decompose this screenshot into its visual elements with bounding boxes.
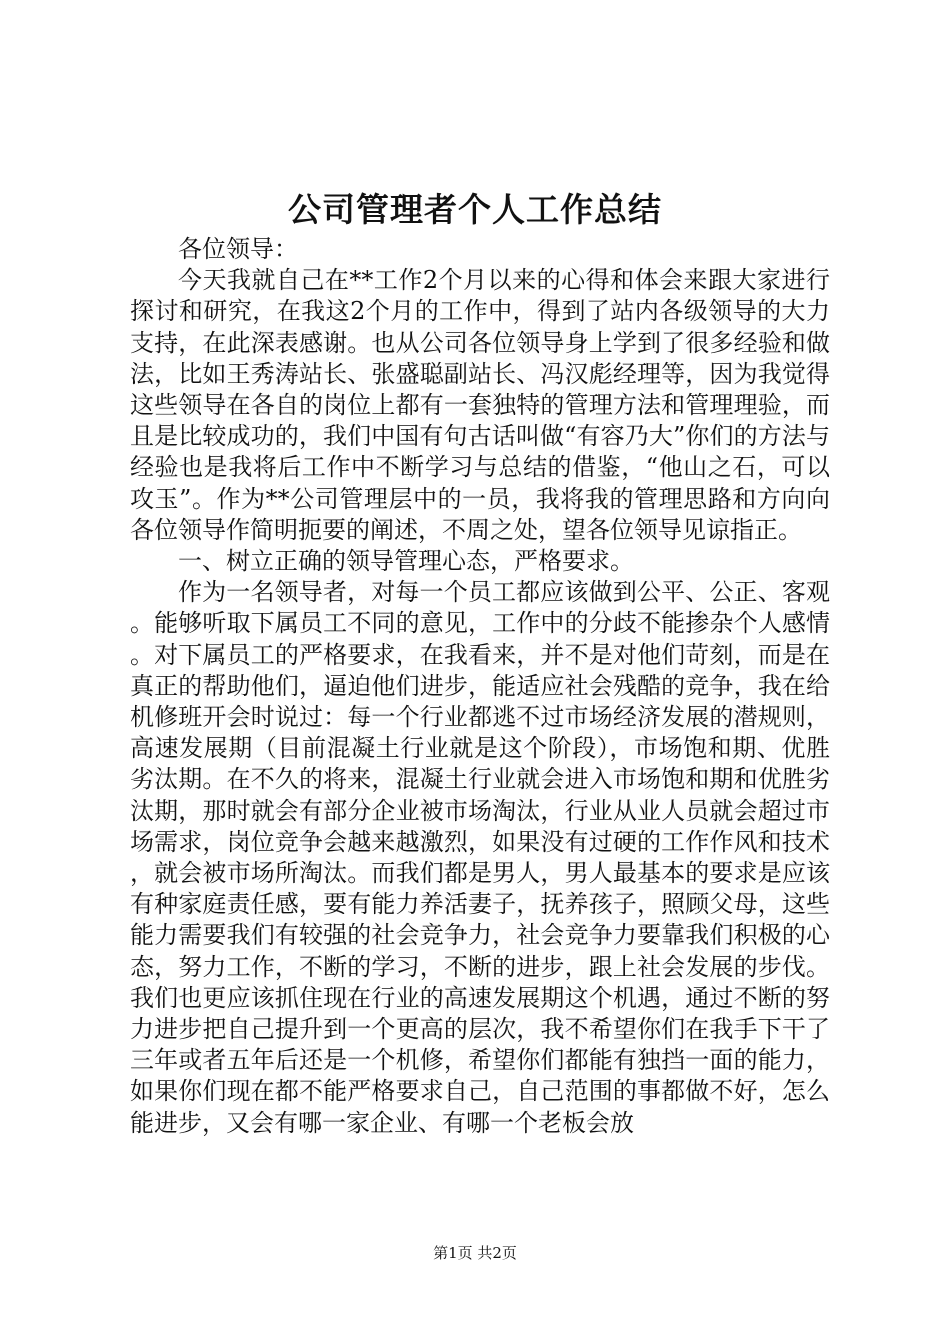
section-heading-1: 一、树立正确的领导管理心态，严格要求。 <box>178 547 634 576</box>
document-title: 公司管理者个人工作总结 <box>288 190 662 229</box>
document-body <box>130 234 830 1139</box>
salutation: 各位领导： <box>178 235 298 263</box>
paragraph-intro: 今天我就自己在**工作2个月以来的心得和体会来跟大家进行探讨和研究，在我这2个月的工作中，得到了站内各级领导的大力支持，在此深表感谢。也从公司各位领导身上学到了很多经验和做法，比如王秀涛站长、张盛聪副站长、冯汉彪经理等，因为我觉得这些领导在各自的岗位上都有一套独特的管理方法和管理理验，而且是比较成功的，我们中国有句古话叫做“有容乃大”你们的方法与经验也是我将后工作中不断学习与总结的借鉴，“他山之石，可以攻玉”。作为**公司管理层中的一员，我将我的管理思路和方向向各位领导作简明扼要的阐述，不周之处，望各位领导见谅指正。 <box>130 266 830 544</box>
page-footer: 第1页 共2页 <box>433 1244 517 1262</box>
paragraph-section-1: 作为一名领导者，对每一个员工都应该做到公平、公正、客观。能够听取下属员工不同的意见，工作中的分歧不能掺杂个人感情。对下属员工的严格要求，在我看来，并不是对他们苛刻，而是在真正的帮助他们，逼迫他们进步，能适应社会残酷的竞争，我在给机修班开会时说过：每一个行业都逃不过市场经济发展的潜规则，高速发展期（目前混凝土行业就是这个阶段），市场饱和期、优胜劣汰期。在不久的将来，混凝土行业就会进入市场饱和期和优胜劣汰期，那时就会有部分企业被市场淘汰，行业从业人员就会超过市场需求，岗位竞争会越来越激烈，如果没有过硬的工作作风和技术，就会被市场所淘汰。而我们都是男人，男人最基本的要求是应该有种家庭责任感，要有能力养活妻子，抚养孩子，照顾父母，这些能力需要我们有较强的社会竞争力，社会竞争力要靠我们积极的心态，努力工作，不断的学习，不断的进步，跟上社会发展的步伐。我们也更应该抓住现在行业的高速发展期这个机遇，通过不断的努力进步把自己提升到一个更高的层次，我不希望你们在我手下干了三年或者五年后还是一个机修，希望你们都能有独挡一面的能力，如果你们现在都不能严格要求自己，自己范围的事都做不好，怎么能进步，又会有哪一家企业、有哪一个老板会放 <box>130 578 830 1137</box>
